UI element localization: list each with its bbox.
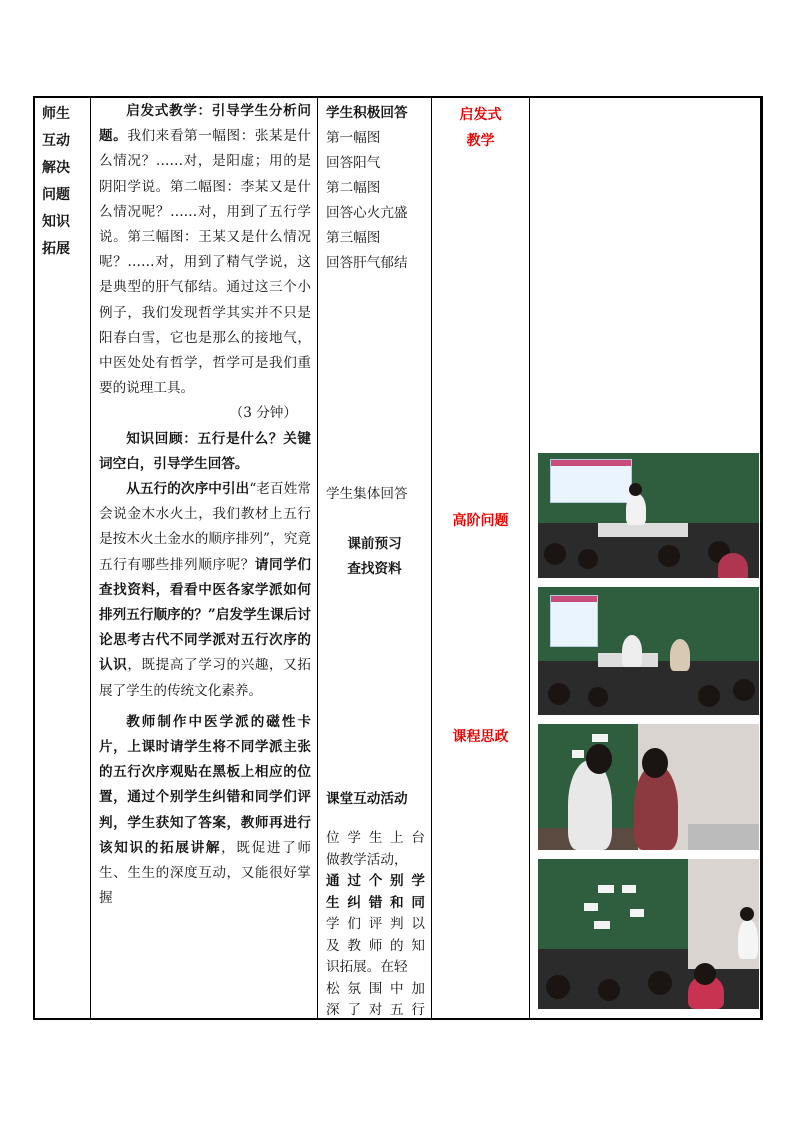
student-line: 回答肝气郁结 [326,255,408,271]
student-head [698,685,720,707]
section-label-line: 知识 [42,214,70,230]
teacher-head [740,907,754,921]
section-label-line: 问题 [42,187,70,203]
text: “老百姓常会说金木水火土，我们教材上五行是按木火土金水的顺序排列”，究竟五行有哪些排列顺序呢？ [99,481,312,573]
photos-cell [530,97,763,1020]
class-activity-heading: 课堂互动活动 [326,791,408,807]
bold-text: 从五行的次序中引出 [126,481,250,498]
intent-heuristic-line: 启发式 [459,107,502,123]
teacher-figure [626,493,646,525]
student-line: 回答阳气 [326,155,381,171]
bold-text: 请同学们查找资料，看看中医各家学派如何排列五行顺序的？”启发学生课后讨论思考古代不同学派对五行次序的认识 [99,556,311,674]
student-head [658,545,680,567]
bold-text: 启发式教学：引导学生分析问题。 [99,103,311,145]
desk [688,824,759,850]
student-head [598,979,620,1001]
student-figure [718,553,748,578]
section-label-line: 师生 [42,106,70,122]
teacher-head [629,483,642,496]
desc-line: 位 学 生 上 台 [326,830,425,846]
magnetic-card [622,885,636,893]
student-heading: 学生积极回答 [326,105,408,121]
preview-line: 课前预习 [347,536,402,552]
paragraph [99,477,311,704]
student-collective-answer: 学生集体回答 [326,486,408,502]
desc-line: 识拓展。在轻 [326,959,408,975]
section-label-line: 解决 [42,160,70,176]
teacher-activity-cell [91,97,318,1020]
projector-screen [550,459,632,503]
text: 我们来看第一幅图：张某是什么情况？……对，是阳虚；用的是阴阳学说。第二幅图：李某又是什么情况呢？……对，用到了五行学说。第三幅图：王某又是什么情况呢？……对，用到了精气学说，这是典型的肝气郁结。通过这三个小例子，我们发现哲学其实并不只是阳春白雪，它也是那么的接地气，中医处处有哲学，哲学可是我们重要的说理工具。 [99,128,311,397]
desc-line: 做教学活动， [326,851,408,868]
student-head [544,543,566,565]
student-figure [670,639,690,671]
student-line: 第二幅图 [326,180,381,196]
text: ，既提高了学习的兴趣，又拓展了学生的传统文化素养。 [99,657,311,699]
desc-line: 深 了 对 五 行 [326,1002,425,1018]
paragraph: 知识回顾：五行是什么？关键词空白，引导学生回答。 [99,430,311,472]
desc-line: 学 们 评 判 以 [326,916,425,932]
student-line: 第一幅图 [326,130,381,146]
intent-higher-order: 高阶问题 [452,513,509,529]
magnetic-card [572,750,584,758]
student-head [648,971,672,995]
student-head [642,748,668,778]
section-label-line: 拓展 [42,241,70,257]
teacher-figure [738,919,758,959]
student-activity-top [326,101,425,276]
desc-line: 及 教 师 的 知 [326,937,425,954]
intent-heuristic-line: 教学 [466,133,495,149]
intent-ideology: 课程思政 [452,729,509,745]
text: ，既促进了师生、生生的深度互动，又能很好掌握 [99,839,312,907]
time-note: （3 分钟） [229,405,297,422]
student-head [733,679,755,701]
bold-text: 教师制作中医学派的磁性卡片，上课时请学生将不同学派主张的五行次序观贴在黑板上相应的位置，通过个别学生纠错和同学们评判，学生获知了答案，教师再进行该知识的拓展讲解 [99,713,311,856]
classroom-photo [538,859,759,1009]
lesson-plan-table [33,96,763,1020]
design-intent-cell [432,97,530,1020]
magnetic-card [630,909,644,917]
student-figure [568,760,612,850]
desc-line: 松 氛 围 中 加 [326,980,425,997]
classroom-photo [538,587,759,715]
student-head [546,975,570,999]
student-head [548,683,570,705]
magnetic-card [584,903,598,911]
desc-line: 生 纠 错 和 同 [326,894,425,911]
classroom-photo [538,724,759,850]
section-label-line: 互动 [42,133,70,149]
student-activity-cell [318,97,432,1020]
student-head [694,963,716,985]
projector-screen [550,595,598,647]
lectern [598,523,688,537]
student-head [588,687,608,707]
student-line: 回答心火亢盛 [326,205,408,221]
magnetic-card [598,885,614,893]
preview-line: 查找资料 [347,561,402,577]
desc-line: 通 过 个 别 学 [326,873,425,889]
magnetic-card [594,921,610,929]
student-line: 第三幅图 [326,230,381,246]
paragraph [99,99,311,401]
paragraph [99,710,311,912]
classroom-photo [538,453,759,578]
student-head [586,744,612,774]
teacher-figure [622,635,642,667]
magnetic-card [592,734,608,742]
student-activity-desc [326,828,425,1022]
table-row [34,97,763,1020]
student-head [578,549,598,569]
section-label-cell [34,97,91,1020]
